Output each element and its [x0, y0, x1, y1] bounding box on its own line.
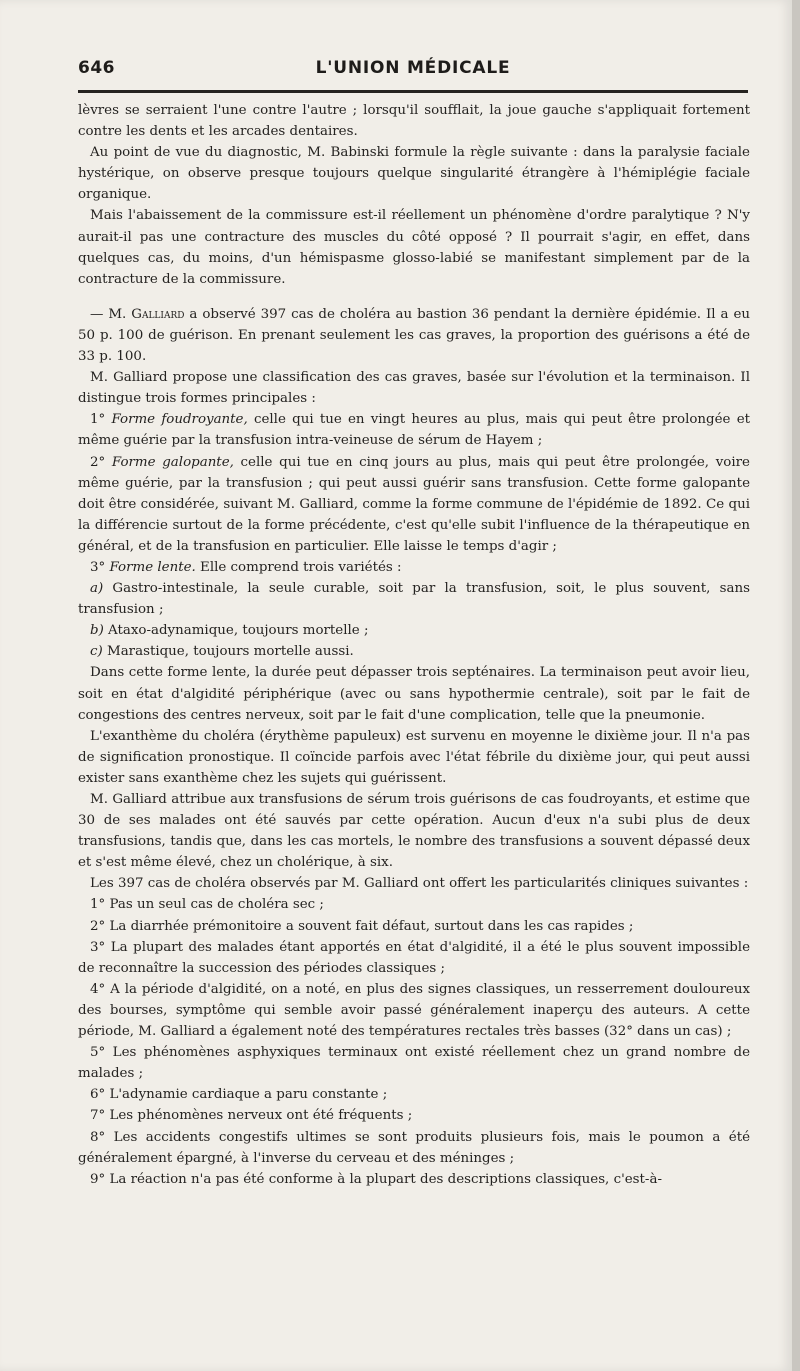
list-item-variety: a) Gastro-intestinale, la seule curable, soit par la transfusion, soit, le plus souvent, sans transfusion ; [78, 581, 750, 618]
author-name: Galliard [131, 306, 185, 322]
variety-letter: a) [90, 581, 104, 597]
list-item-form: 3° Forme lente. Elle comprend trois variétés : [90, 559, 402, 575]
paragraph: M. Galliard propose une classification des cas graves, basée sur l'évolution et la terminaison. Il distingue trois formes principales : [78, 370, 750, 407]
paragraph: L'exanthème du choléra (érythème papuleux) est survenu en moyenne le dixième jour. Il n'a pas de signification pronostique. Il coïncide parfois avec l'état fébrile du dixième jour, qui peut aussi exister sans exanthème chez les sujets qui guérissent. [78, 728, 750, 786]
list-item: 6° L'adynamie cardiaque a paru constante ; [90, 1087, 388, 1103]
form-title: Forme lente. [109, 559, 196, 575]
list-item: 3° La plupart des malades étant apportés en état d'algidité, il a été le plus souvent impossible de reconnaître la succession des périodes classiques ; [78, 939, 750, 976]
variety-letter: b) [90, 623, 104, 639]
dash-lead: — M. [90, 306, 132, 322]
list-item-form: 2° Forme galopante, celle qui tue en cinq jours au plus, mais qui peut être prolongée, voire même guérie, par la transfusion ; qui peut aussi guérir sans transfusion. Cette forme galopante doit être considérée, suivant M. Galliard, comme la forme commune de l'épidémie de 1892. Ce qui la différencie surtout de la forme précédente, c'est qu'elle subit l'influence de la thérapeutique en général, et de la transfusion en particulier. Elle laisse le temps d'agir ; [78, 454, 750, 554]
list-item-form: 1° Forme foudroyante, celle qui tue en vingt heures au plus, mais qui peut être prolongée et même guérie par la transfusion intra-veineuse de sérum de Hayem ; [78, 412, 751, 449]
paragraph: M. Galliard attribue aux transfusions de sérum trois guérisons de cas foudroyants, et estime que 30 de ses malades ont été sauvés par cette opération. Aucun d'eux n'a subi plus de deux transfusions, tandis que, dans les cas mortels, le nombre des transfusions a souvent dépassé deux et s'est même élevé, chez un cholérique, à six. [78, 792, 750, 871]
paragraph: Mais l'abaissement de la commissure est-il réellement un phénomène d'ordre paralytique ? N'y aurait-il pas une contracture des muscles du côté opposé ? Il pourrait s'agir, en effet, dans quelques cas, du moins, d'un hémispasme glosso-labié se manifestant simplement par de la contracture de la commissure. [78, 208, 750, 287]
paragraph: Dans cette forme lente, la durée peut dépasser trois septénaires. La terminaison peut avoir lieu, soit en état d'algidité périphérique (avec ou sans hypothermie centrale), soit par le fait de congestions des centres nerveux, soit par le fait d'une complication, telle que la pneumonie. [78, 665, 750, 723]
list-item: 4° A la période d'algidité, on a noté, en plus des signes classiques, un resserrement douloureux des bourses, symptôme qui semble avoir passé généralement inaperçu des auteurs. A cette période, M. Galliard a également noté des températures rectales très basses (32° dans un cas) ; [78, 981, 750, 1040]
list-item-variety: c) Marastique, toujours mortelle aussi. [90, 644, 354, 660]
paragraph: lèvres se serraient l'une contre l'autre ; lorsqu'il soufflait, la joue gauche s'appliquait fortement contre les dents et les arcades dentaires. [78, 103, 750, 140]
list-item: 2° La diarrhée prémonitoire a souvent fait défaut, surtout dans les cas rapides ; [90, 918, 634, 934]
article-body [78, 100, 750, 1190]
header-rule [78, 90, 748, 93]
paragraph: Au point de vue du diagnostic, M. Babinski formule la règle suivante : dans la paralysie faciale hystérique, on observe presque toujours quelque singularité étrangère à l'hémiplégie faciale organique. [78, 145, 750, 203]
running-title: L'UNION MÉDICALE [315, 58, 511, 78]
form-title: Forme galopante, [111, 454, 234, 470]
form-title: Forme foudroyante, [111, 412, 248, 428]
paragraph-text: a observé 397 cas de choléra au bastion 36 pendant la dernière épidémie. Il a eu 50 p. 100 de guérison. En prenant seulement les cas graves, la proportion des guérisons a été de 33 p. 100. [78, 306, 750, 365]
list-item: 8° Les accidents congestifs ultimes se sont produits plusieurs fois, mais le poumon a été généralement épargné, à l'inverse du cerveau et des méninges ; [78, 1129, 750, 1166]
paragraph: Les 397 cas de choléra observés par M. Galliard ont offert les particularités cliniques suivantes : [90, 876, 749, 892]
list-item: 1° Pas un seul cas de choléra sec ; [90, 897, 324, 913]
variety-letter: c) [90, 644, 103, 660]
list-item: 5° Les phénomènes asphyxiques terminaux ont existé réellement chez un grand nombre de malades ; [78, 1045, 750, 1082]
page-number: 646 [78, 58, 115, 78]
list-item: 9° La réaction n'a pas été conforme à la plupart des descriptions classiques, c'est-à- [90, 1171, 662, 1187]
page-header [78, 58, 748, 84]
list-item: 7° Les phénomènes nerveux ont été fréquents ; [90, 1108, 413, 1124]
list-item-variety: b) Ataxo-adynamique, toujours mortelle ; [90, 623, 369, 639]
paragraph-galliard-intro [78, 304, 750, 367]
